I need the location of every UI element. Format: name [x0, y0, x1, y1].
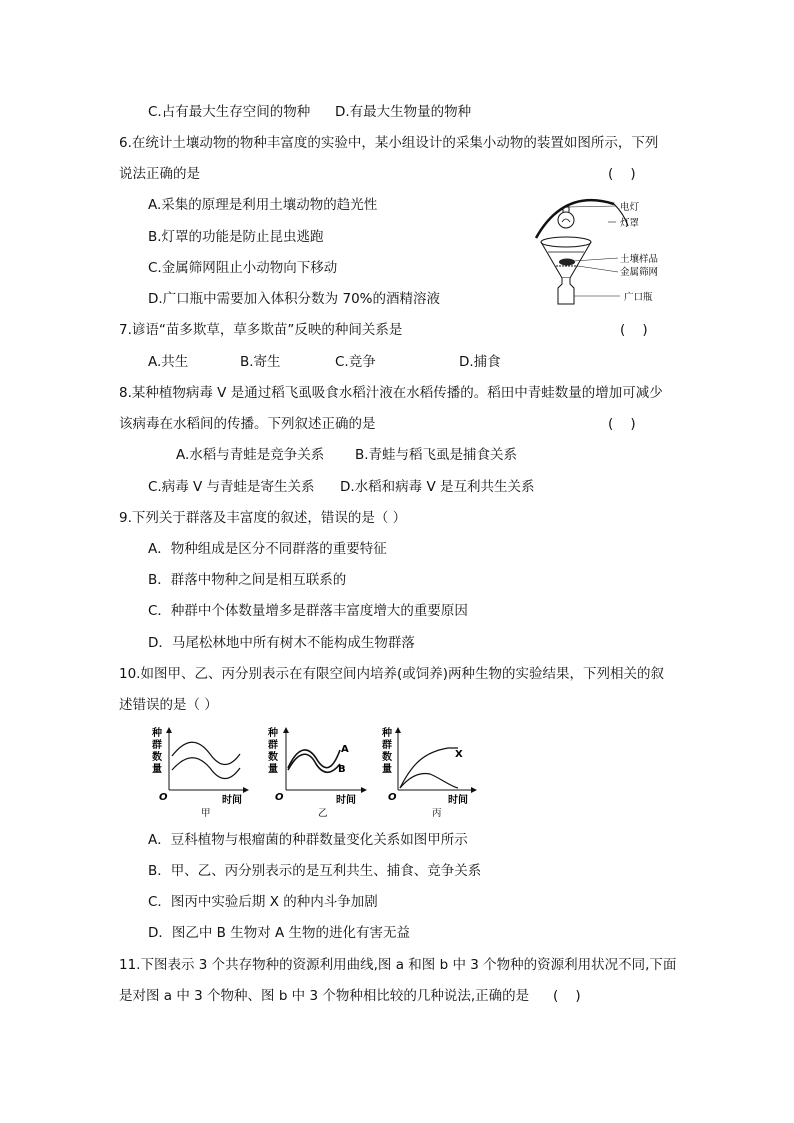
- bing-caption: 丙: [432, 808, 442, 819]
- jia-xlabel: 时间: [222, 795, 242, 806]
- jia-ylabel-3: 数: [152, 752, 162, 763]
- label-lamp: 电灯: [620, 202, 640, 213]
- q10-option-b: B．甲、乙、丙分别表示的是互利共生、捕食、竞争关系: [148, 863, 482, 879]
- q9-option-c: C．种群中个体数量增多是群落丰富度增大的重要原因: [148, 603, 468, 619]
- q11-stem-line2: 是对图 a 中 3 个物种、图 b 中 3 个物种相比较的几种说法,正确的是: [119, 988, 530, 1004]
- graph-yi: [267, 726, 364, 819]
- yi-origin: O: [275, 792, 284, 803]
- yi-caption: 乙: [318, 808, 328, 819]
- q8-option-b: B.青蛙与稻飞虱是捕食关系: [355, 447, 518, 463]
- bing-curve-x: [400, 748, 458, 788]
- q9-option-d: D．马尾松林地中所有树木不能构成生物群落: [148, 635, 415, 651]
- q5-option-d: D.有最大生物量的物种: [335, 104, 472, 120]
- yi-ylabel-4: 量: [268, 764, 278, 775]
- yi-curve-a-label: A: [341, 744, 349, 755]
- jia-caption: 甲: [201, 808, 211, 819]
- q10-option-a: A．豆科植物与根瘤菌的种群数量变化关系如图甲所示: [148, 832, 468, 848]
- q6-apparatus-figure: [528, 192, 678, 310]
- q7-option-d: D.捕食: [459, 354, 501, 370]
- jia-curve-lower: [172, 758, 240, 779]
- graph-bing: [381, 726, 474, 819]
- bing-xlabel: 时间: [448, 795, 468, 806]
- label-jar: 广口瓶: [624, 292, 653, 303]
- q10-graphs-figure: [148, 724, 488, 824]
- q8-option-c: C.病毒 V 与青蛙是寄生关系: [148, 479, 315, 495]
- q10-stem-line2: 述错误的是（ ）: [119, 697, 218, 713]
- label-soil: 土壤样品: [620, 254, 659, 265]
- yi-curve-b: [288, 754, 340, 772]
- bing-ylabel-3: 数: [382, 752, 392, 763]
- q10-option-d: D．图乙中 B 生物对 A 生物的进化有害无益: [148, 925, 411, 941]
- bing-ylabel-1: 种: [382, 728, 392, 739]
- q6-stem-line1: 6.在统计土壤动物的物种丰富度的实验中，某小组设计的采集小动物的装置如图所示，下列: [119, 135, 659, 151]
- q6-answer-paren: ( ): [608, 166, 636, 182]
- q8-stem-line2: 该病毒在水稻间的传播。下列叙述正确的是: [119, 416, 376, 432]
- jia-ylabel-1: 种: [152, 728, 162, 739]
- q11-answer-paren: ( ): [553, 988, 581, 1004]
- jar: [558, 278, 574, 304]
- q6-stem-line2: 说法正确的是: [119, 166, 200, 182]
- q9-option-a: A．物种组成是区分不同群落的重要特征: [148, 541, 387, 557]
- yi-ylabel-3: 数: [268, 752, 278, 763]
- q8-answer-paren: ( ): [608, 416, 636, 432]
- q8-option-d: D.水稻和病毒 V 是互利共生关系: [340, 479, 535, 495]
- yi-curve-b-label: B: [338, 764, 346, 775]
- q5-option-c: C.占有最大生存空间的物种: [148, 104, 311, 120]
- bing-curve-x-label: X: [455, 749, 463, 760]
- soil-sample: [559, 259, 575, 266]
- yi-ylabel-1: 种: [268, 728, 278, 739]
- jia-ylabel-2: 群: [152, 740, 162, 751]
- q7-option-a: A.共生: [148, 354, 189, 370]
- jia-origin: O: [159, 792, 168, 803]
- bing-ylabel-2: 群: [382, 740, 392, 751]
- q6-option-b: B.灯罩的功能是防止昆虫逃跑: [148, 229, 324, 245]
- q9-option-b: B．群落中物种之间是相互联系的: [148, 572, 347, 588]
- q7-option-c: C.竞争: [335, 354, 376, 370]
- jia-ylabel-4: 量: [152, 764, 162, 775]
- q8-stem-line1: 8.某种植物病毒 V 是通过稻飞虱吸食水稻汁液在水稻传播的。稻田中青蛙数量的增加可减少: [119, 385, 663, 401]
- q10-option-c: C．图丙中实验后期 X 的种内斗争加剧: [148, 894, 378, 910]
- q7-answer-paren: ( ): [620, 322, 648, 338]
- bulb-icon: [558, 212, 574, 228]
- q6-option-d: D.广口瓶中需要加入体积分数为 70%的酒精溶液: [148, 291, 440, 307]
- bing-ylabel-4: 量: [382, 764, 392, 775]
- q6-option-a: A.采集的原理是利用土壤动物的趋光性: [148, 197, 378, 213]
- q11-stem-line1: 11.下图表示 3 个共存物种的资源利用曲线,图 a 和图 b 中 3 个物种的资源利用状况不同,下面: [119, 957, 677, 973]
- yi-ylabel-2: 群: [268, 740, 278, 751]
- q8-option-a: A.水稻与青蛙是竞争关系: [176, 447, 325, 463]
- q10-stem-line1: 10.如图甲、乙、丙分别表示在有限空间内培养(或饲养)两种生物的实验结果，下列相关的叙: [119, 666, 665, 682]
- bing-origin: O: [388, 792, 397, 803]
- q9-stem: 9.下列关于群落及丰富度的叙述，错误的是（ ）: [119, 510, 407, 526]
- label-sieve: 金属筛网: [620, 267, 659, 278]
- label-shade: 灯罩: [620, 218, 640, 229]
- lamp-shade: [536, 200, 614, 238]
- q7-stem: 7.谚语“苗多欺草，草多欺苗”反映的种间关系是: [119, 322, 403, 338]
- graph-jia: [151, 726, 246, 819]
- yi-xlabel: 时间: [336, 795, 356, 806]
- bing-curve-other: [400, 774, 458, 788]
- q6-option-c: C.金属筛网阻止小动物向下移动: [148, 260, 338, 276]
- q7-option-b: B.寄生: [240, 354, 281, 370]
